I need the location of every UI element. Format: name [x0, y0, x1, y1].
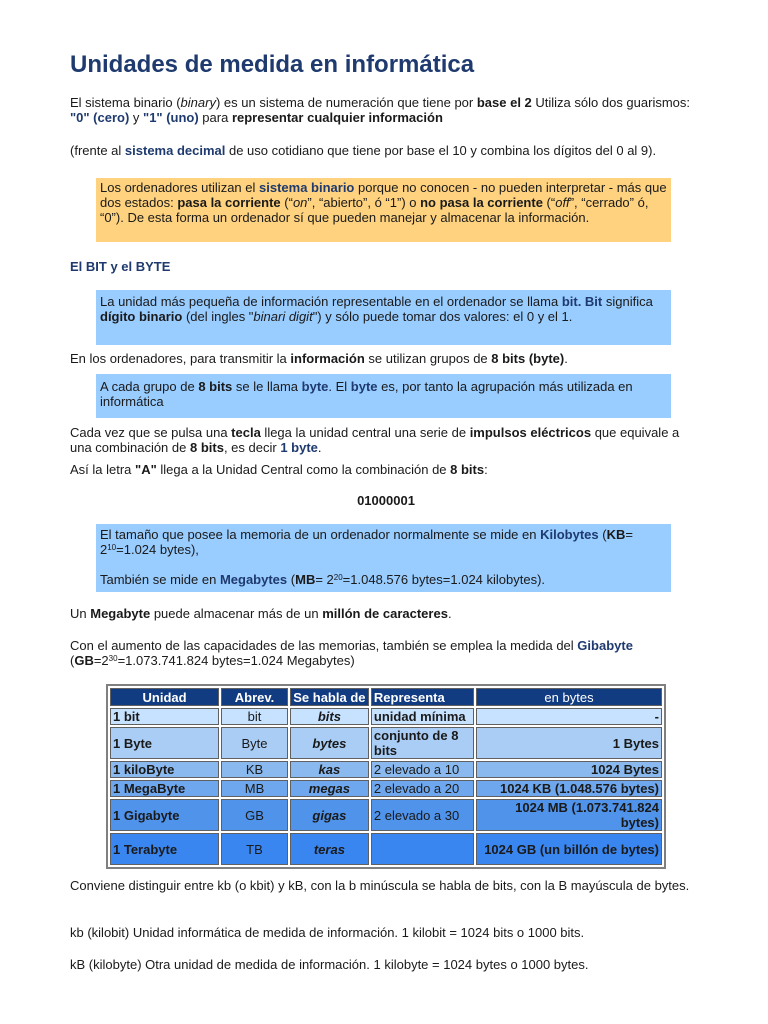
cell-bytes: 1024 GB (un billón de bytes): [476, 833, 662, 865]
cell-unit: 1 Gigabyte: [110, 799, 219, 831]
intro-paragraph: El sistema binario (binary) es un sistema de numeración que tiene por base el 2 Utiliza sólo dos guarismos: "0" (cero) y "1" (uno) para representar cualquier información: [70, 95, 691, 125]
cell-represents: 2 elevado a 10: [371, 761, 474, 778]
table-row: [110, 708, 662, 725]
table-header-row: [110, 688, 662, 706]
cell-abbrev: TB: [221, 833, 288, 865]
units-table: [106, 684, 666, 869]
cell-spoken: teras: [290, 833, 369, 865]
table-row: [110, 727, 662, 759]
cell-unit: 1 MegaByte: [110, 780, 219, 797]
cell-bytes: -: [476, 708, 662, 725]
cell-bytes: 1024 MB (1.073.741.824 bytes): [476, 799, 662, 831]
page-title: Unidades de medida en informática: [70, 51, 475, 78]
cell-spoken: bytes: [290, 727, 369, 759]
cell-represents: [371, 833, 474, 865]
cell-represents: unidad mínima: [371, 708, 474, 725]
header-abrev: Abrev.: [221, 688, 288, 706]
cell-spoken: bits: [290, 708, 369, 725]
cell-represents: 2 elevado a 30: [371, 799, 474, 831]
cell-represents: 2 elevado a 20: [371, 780, 474, 797]
letter-a-paragraph: Así la letra "A" llega a la Unidad Central como la combinación de 8 bits:: [70, 462, 488, 477]
header-representa: Representa: [371, 688, 474, 706]
byte-definition-box: A cada grupo de 8 bits se le llama byte. El byte es, por tanto la agrupación más utilizada en informática: [96, 374, 671, 418]
cell-abbrev: Byte: [221, 727, 288, 759]
table-row: [110, 833, 662, 865]
section-heading-bit-byte: El BIT y el BYTE: [70, 259, 171, 274]
cell-bytes: 1024 KB (1.048.576 bytes): [476, 780, 662, 797]
header-en-bytes: en bytes: [476, 688, 662, 706]
cell-represents: conjunto de 8 bits: [371, 727, 474, 759]
cell-unit: 1 kiloByte: [110, 761, 219, 778]
cell-abbrev: bit: [221, 708, 288, 725]
cell-unit: 1 Terabyte: [110, 833, 219, 865]
cell-spoken: gigas: [290, 799, 369, 831]
cell-bytes: 1 Bytes: [476, 727, 662, 759]
cell-unit: 1 bit: [110, 708, 219, 725]
table-row: [110, 799, 662, 831]
cell-bytes: 1024 Bytes: [476, 761, 662, 778]
cell-spoken: kas: [290, 761, 369, 778]
header-se-habla-de: Se habla de: [290, 688, 369, 706]
cell-spoken: megas: [290, 780, 369, 797]
header-unidad: Unidad: [110, 688, 219, 706]
key-press-paragraph: Cada vez que se pulsa una tecla llega la unidad central una serie de impulsos eléctricos que equivale a una combinación de 8 bits, es decir 1 byte.: [70, 425, 680, 455]
kilobyte-definition: kB (kilobyte) Otra unidad de medida de información. 1 kilobyte = 1024 bytes o 1000 bytes.: [70, 957, 589, 972]
kbit-note-paragraph: Conviene distinguir entre kb (o kbit) y kB, con la b minúscula se habla de bits, con la B mayúscula de bytes.: [70, 878, 690, 893]
gigabyte-paragraph: Con el aumento de las capacidades de las memorias, también se emplea la medida del Gibabyte ($GB=2^{30}=1.073.741.824$ bytes=1.024 Megabytes): [70, 638, 633, 668]
table-row: [110, 780, 662, 797]
cell-abbrev: MB: [221, 780, 288, 797]
cell-abbrev: KB: [221, 761, 288, 778]
groups-paragraph: En los ordenadores, para transmitir la información se utilizan grupos de 8 bits (byte).: [70, 351, 568, 366]
megabyte-paragraph: Un Megabyte puede almacenar más de un millón de caracteres.: [70, 606, 452, 621]
cell-abbrev: GB: [221, 799, 288, 831]
table-row: [110, 761, 662, 778]
binary-code: 01000001: [357, 493, 415, 508]
binary-states-box: Los ordenadores utilizan el sistema binario porque no conocen - no pueden interpretar - más que dos estados: pasa la corriente (“on”, “abierto”, ó “1”) o no pasa la corriente (“off”, “cerrado” ó, “0”). De esta forma un ordenador sí que pueden manejar y almacenar la información.: [96, 178, 671, 242]
kilobit-definition: kb (kilobit) Unidad informática de medida de información. 1 kilobit = 1024 bits o 1000 bits.: [70, 925, 585, 940]
kilobyte-megabyte-box: El tamaño que posee la memoria de un ordenador normalmente se mide en Kilobytes ($KB= 2^{10}=1.024$ bytes), También se mide en Megabytes ($MB= 2^{20}=1.048.576$ bytes=1.024 kilobytes).: [96, 524, 671, 592]
cell-unit: 1 Byte: [110, 727, 219, 759]
bit-definition-box: La unidad más pequeña de información representable en el ordenador se llama bit. Bit significa dígito binario (del ingles "binari digit") y sólo puede tomar dos valores: el 0 y el 1.: [96, 290, 671, 345]
decimal-paragraph: (frente al sistema decimal de uso cotidiano que tiene por base el 10 y combina los dígitos del 0 al 9).: [70, 143, 657, 158]
